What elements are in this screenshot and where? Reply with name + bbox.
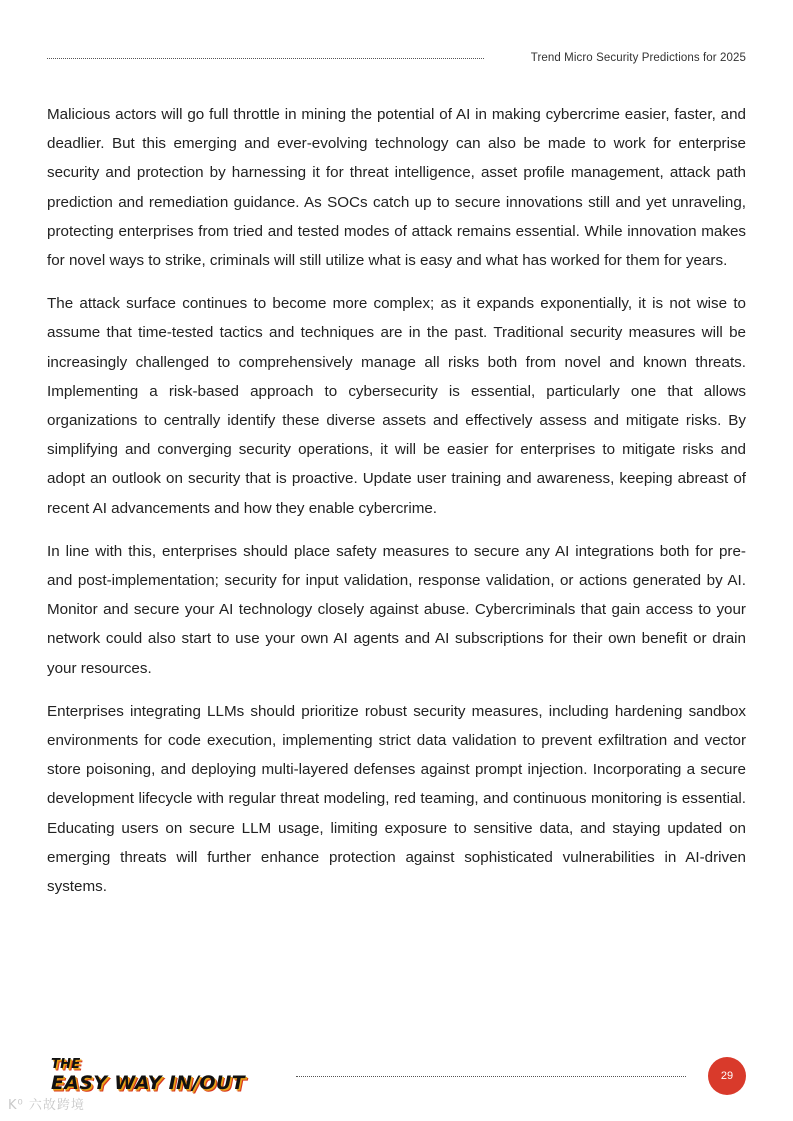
header-title: Trend Micro Security Predictions for 2025 [530,52,746,64]
paragraph-4: Enterprises integrating LLMs should prioritize robust security measures, including hardening sandbox environments for code execution, implementing strict data validation to prevent exfiltration and vector store poisoning, and deploying multi-layered defenses against prompt injection. Incorporating a secure development lifecycle with regular threat modeling, red teaming, and continuous monitoring is essential. Educating users on secure LLM usage, limiting exposure to sensitive data, and staying updated on emerging threats will further enhance protection against sophisticated vulnerabilities in AI-driven systems. [47,702,746,896]
logo-line-1: THE [51,1057,81,1072]
paragraph-1: Malicious actors will go full throttle in mining the potential of AI in making cybercrime easier, faster, and deadlier. But this emerging and ever-evolving technology can also be made to work for enterprise security and protection by harnessing it for threat intelligence, asset profile management, attack path prediction and remediation guidance. As SOCs catch up to secure innovations still and yet unraveling, protecting enterprises from tried and tested modes of attack remains essential. While innovation makes for novel ways to strike, criminals will still utilize what is easy and what has worked for them for years. [47,106,746,270]
easy-way-logo [51,1058,245,1094]
footer-dotted-rule [296,1076,686,1077]
header-dotted-rule [47,58,484,59]
logo-line-2: EASY WAY IN/OUT [51,1072,245,1094]
body-text [47,100,746,915]
page-number-badge: 29 [708,1057,746,1095]
watermark: K⁰ 六故跨境 [8,1098,85,1113]
page-footer [47,1052,746,1102]
page-header [47,50,746,66]
paragraph-2: The attack surface continues to become more complex; as it expands exponentially, it is not wise to assume that time-tested tactics and techniques are in the past. Traditional security measures will be increasingly challenged to comprehensively manage all risks both from novel and known threats. Implementing a risk-based approach to cybersecurity is essential, particularly one that allows organizations to centrally identify these diverse assets and effectively assess and mitigate risks. By simplifying and converging security operations, it will be easier for enterprises to mitigate risks and adopt an outlook on security that is proactive. Update user training and awareness, keeping abreast of recent AI advancements and how they enable cybercrime. [47,295,746,517]
paragraph-3: In line with this, enterprises should place safety measures to secure any AI integrations both for pre- and post-implementation; security for input validation, response validation, or actions generated by AI. Monitor and secure your AI technology closely against abuse. Cybercriminals that gain access to your network could also start to use your own AI agents and AI subscriptions for their own benefit or drain your resources. [47,542,746,677]
